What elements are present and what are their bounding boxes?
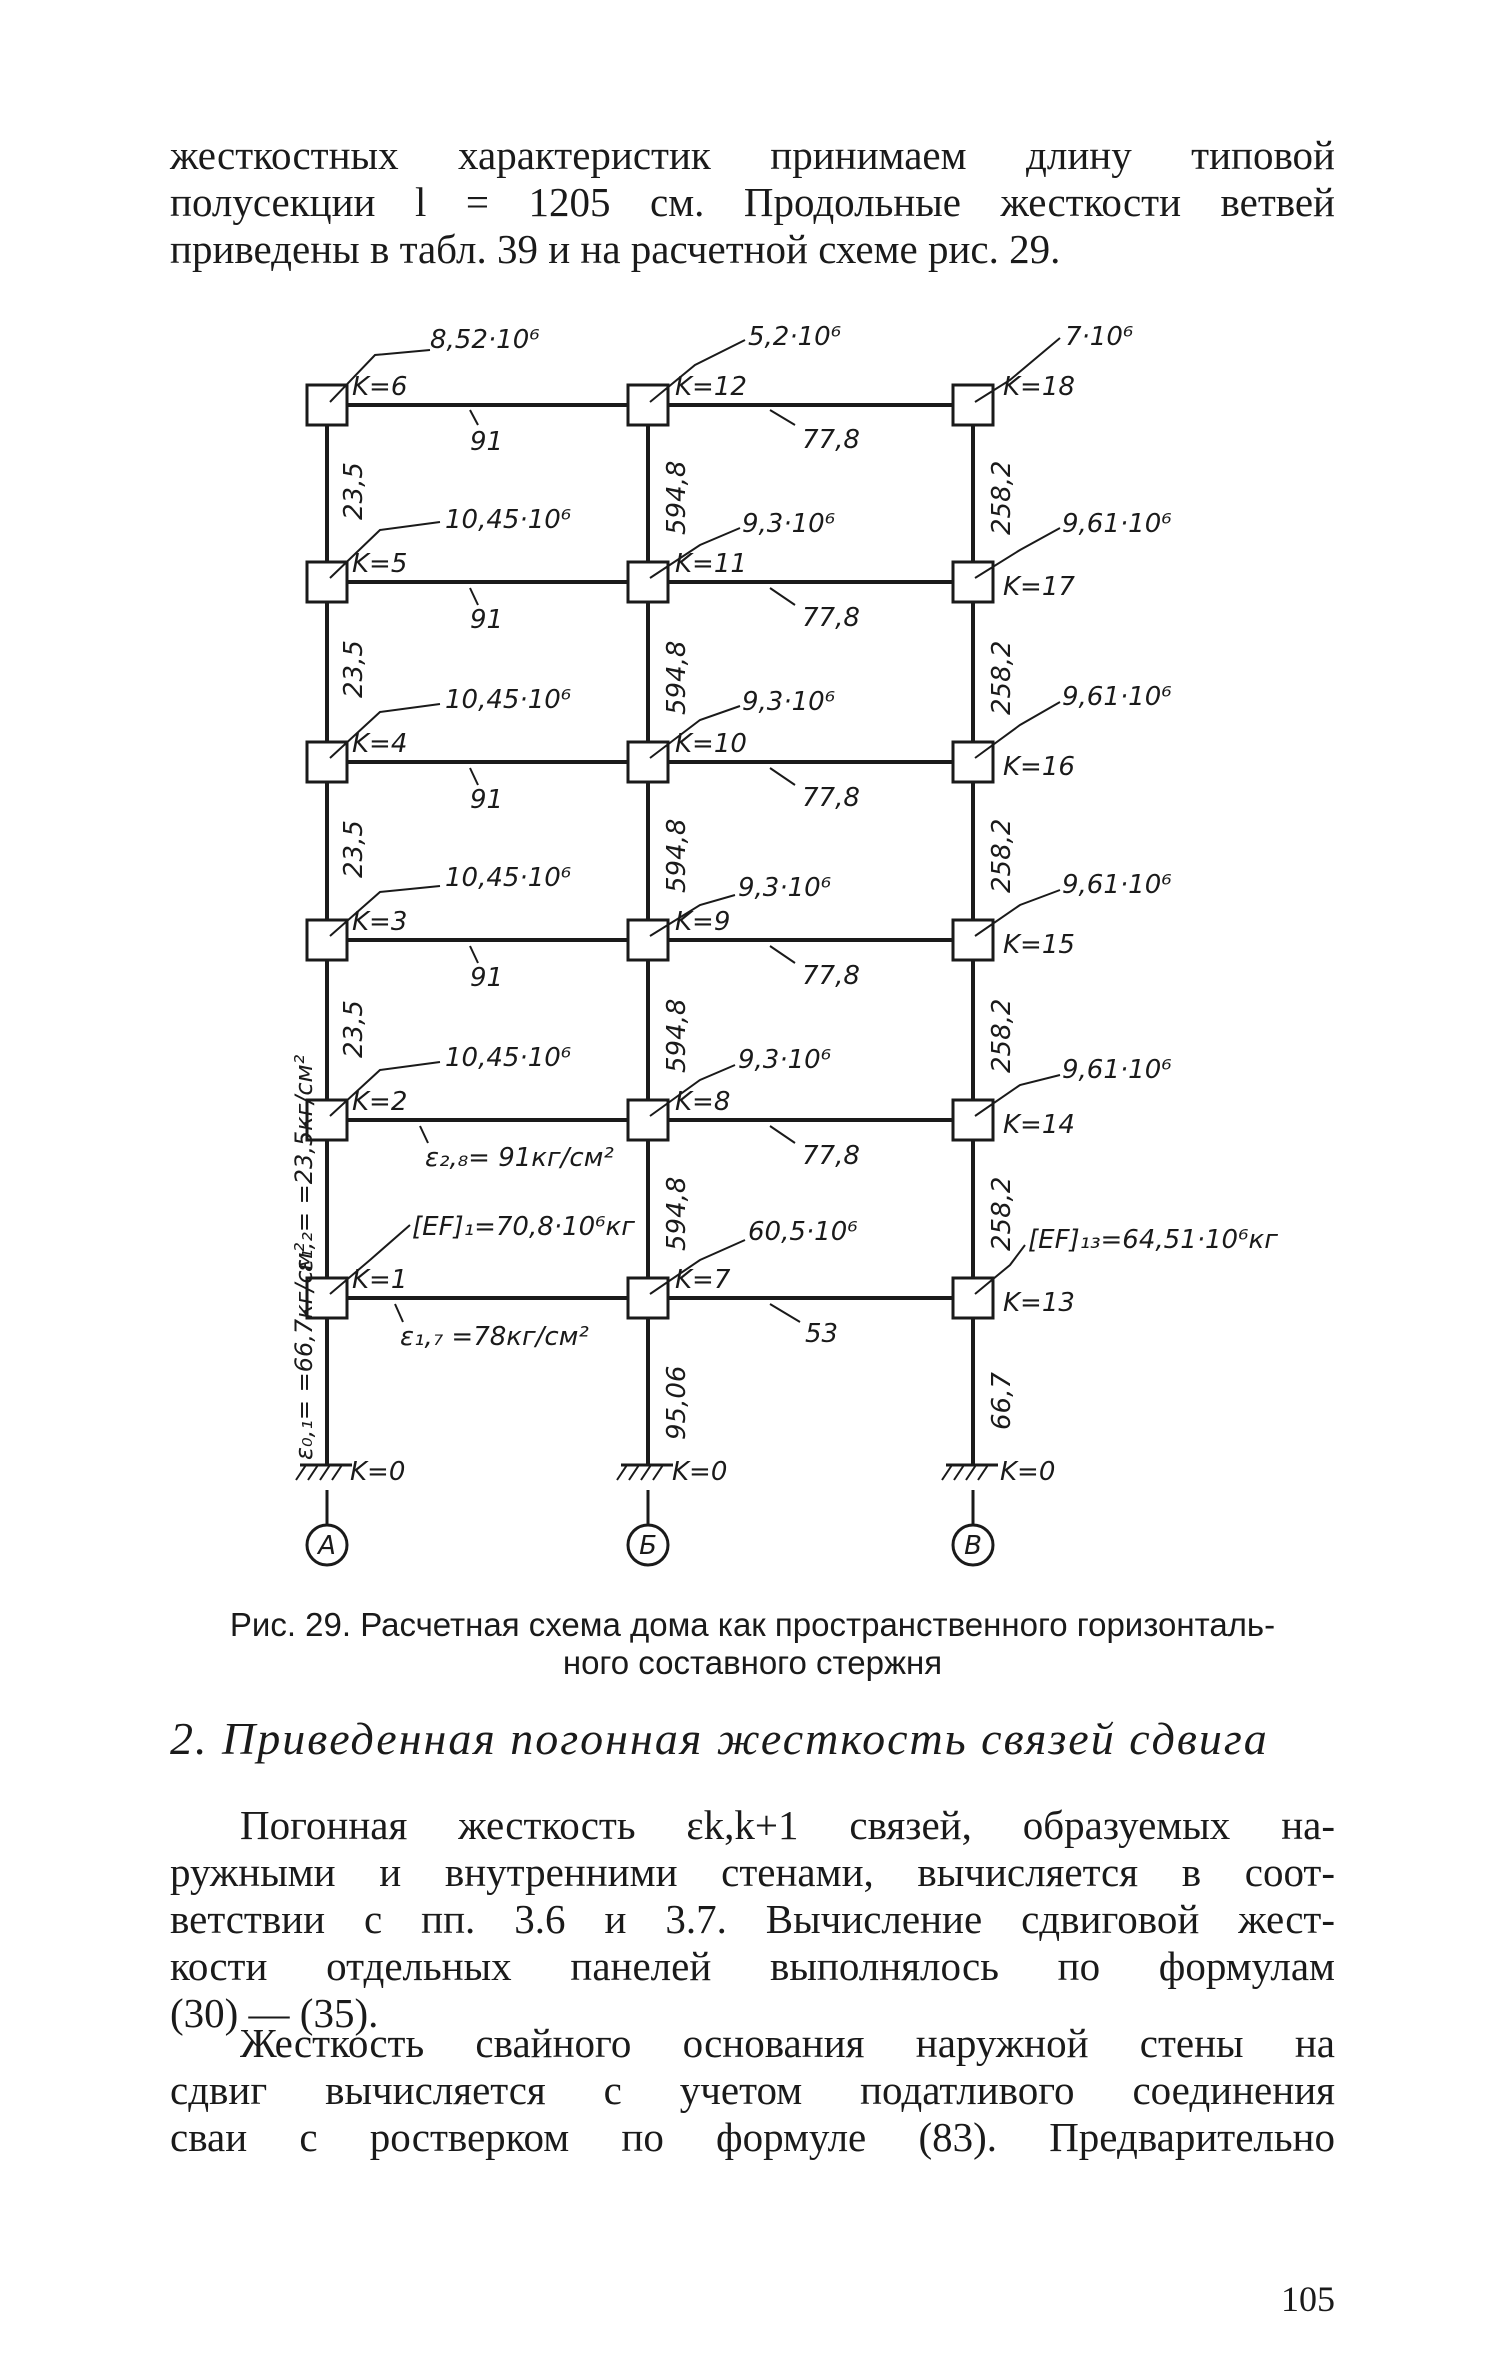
section-heading: 2. Приведенная погонная жесткость связей сдвига <box>170 1713 1269 1764</box>
axis-label-c: В <box>964 1531 982 1561</box>
beam-value: 77,8 <box>802 603 860 633</box>
text-line: ружными и внутренними стенами, вычисляется в соот- <box>170 1849 1335 1895</box>
beam-value: 77,8 <box>802 425 860 455</box>
column-value: 258,2 <box>987 998 1017 1073</box>
node-label: K=2 <box>352 1087 408 1117</box>
node-label: K=12 <box>675 372 747 402</box>
beam-value: ε₂,₈= 91кг/см² <box>425 1143 614 1173</box>
column-value: ε₀,₁= =66,7кг/см² <box>290 1242 318 1460</box>
stiffness-label: 60,5·10⁶ <box>748 1217 858 1247</box>
node-label: K=6 <box>352 372 408 402</box>
beam-value: 91 <box>470 605 504 635</box>
column-value: 258,2 <box>987 818 1017 893</box>
beam-value: 77,8 <box>802 1141 860 1171</box>
column-value: 594,8 <box>662 640 692 715</box>
column-value: 23,5 <box>339 820 369 878</box>
text-line: (30) — (35). <box>170 1990 379 2036</box>
node-label: K=9 <box>675 907 731 937</box>
node-label: K=10 <box>675 729 747 759</box>
stiffness-label: 10,45·10⁶ <box>445 685 572 715</box>
column-value: 258,2 <box>987 640 1017 715</box>
column-value: 594,8 <box>662 998 692 1073</box>
node-label: K=14 <box>1003 1110 1075 1140</box>
beam-value: 77,8 <box>802 961 860 991</box>
axis-label-a: А <box>318 1531 336 1561</box>
column-value: 23,5 <box>339 1000 369 1058</box>
column-value: 594,8 <box>662 1176 692 1251</box>
node-label: K=0 <box>1000 1457 1056 1487</box>
stiffness-label: 9,61·10⁶ <box>1062 1055 1172 1085</box>
stiffness-label: [EF]₁₃=64,51·10⁶кг <box>1028 1225 1278 1255</box>
stiffness-label: 9,61·10⁶ <box>1062 870 1172 900</box>
stiffness-label: 9,3·10⁶ <box>742 687 836 717</box>
node-label: K=5 <box>352 549 408 579</box>
stiffness-label: 5,2·10⁶ <box>748 322 842 352</box>
stiffness-label: 8,52·10⁶ <box>430 325 540 355</box>
stiffness-label: 9,61·10⁶ <box>1062 509 1172 539</box>
paragraph-pile-foundation <box>170 2020 1335 2161</box>
text-line: кости отдельных панелей выполнялось по формулам <box>170 1943 1335 1989</box>
column-value: 66,7 <box>987 1372 1017 1430</box>
node-label: K=11 <box>675 549 747 579</box>
leader-lines <box>330 338 1060 1322</box>
stiffness-label: 9,3·10⁶ <box>738 1045 832 1075</box>
node-label: K=16 <box>1003 752 1075 782</box>
text-line: сдвиг вычисляется с учетом податливого соединения <box>170 2067 1335 2113</box>
stiffness-label: [EF]₁=70,8·10⁶кг <box>412 1212 635 1242</box>
node-label: K=13 <box>1003 1288 1075 1318</box>
node-label: K=0 <box>672 1457 728 1487</box>
text-line: Погонная жесткость εk,k+1 связей, образуемых на- <box>240 1802 1335 1848</box>
text-line: Жесткость свайного основания наружной стены на <box>240 2020 1335 2066</box>
node-label: K=3 <box>352 907 408 937</box>
beam-value: 91 <box>470 427 504 457</box>
text-line: жесткостных характеристик принимаем длину типовой <box>170 132 1335 178</box>
text-line: ветствии с пп. 3.6 и 3.7. Вычисление сдвиговой жест- <box>170 1896 1335 1942</box>
axis-label-b: Б <box>639 1531 657 1561</box>
column-value: 23,5 <box>339 462 369 520</box>
node-label: K=8 <box>675 1087 731 1117</box>
beam-value: 91 <box>470 963 504 993</box>
stiffness-label: 9,61·10⁶ <box>1062 682 1172 712</box>
node-label: K=7 <box>675 1265 731 1295</box>
stiffness-label: 9,3·10⁶ <box>742 509 836 539</box>
column-value: 95,06 <box>662 1365 692 1440</box>
node-label: K=0 <box>350 1457 406 1487</box>
beam-value: 91 <box>470 785 504 815</box>
figure-caption <box>170 1606 1335 1682</box>
node-label: K=18 <box>1003 372 1075 402</box>
column-value: 594,8 <box>662 460 692 535</box>
beam-value: 53 <box>805 1319 839 1349</box>
node-label: K=15 <box>1003 930 1075 960</box>
page-number: 105 <box>1281 2279 1335 2319</box>
stiffness-label: 10,45·10⁶ <box>445 863 572 893</box>
node-label: K=17 <box>1003 572 1075 602</box>
caption-line: Рис. 29. Расчетная схема дома как пространственного горизонталь- <box>229 1606 1276 1643</box>
stiffness-label: 7·10⁶ <box>1065 322 1134 352</box>
caption-line: ного составного стержня <box>562 1644 943 1681</box>
column-value: 594,8 <box>662 818 692 893</box>
beam-value: 77,8 <box>802 783 860 813</box>
stiffness-label: 9,3·10⁶ <box>738 873 832 903</box>
column-value: 258,2 <box>987 460 1017 535</box>
stiffness-label: 10,45·10⁶ <box>445 505 572 535</box>
column-value: 258,2 <box>987 1176 1017 1251</box>
text-line: полусекции l = 1205 см. Продольные жесткости ветвей <box>170 179 1335 225</box>
column-value: ε₁,₂= =23,5кг/см² <box>290 1054 318 1272</box>
text-line: приведены в табл. 39 и на расчетной схеме рис. 29. <box>170 226 1061 272</box>
beam-value: ε₁,₇ =78кг/см² <box>400 1322 589 1352</box>
column-value: 23,5 <box>339 640 369 698</box>
node-label: K=4 <box>352 729 408 759</box>
paragraph-shear-stiffness <box>170 1802 1335 2037</box>
stiffness-label: 10,45·10⁶ <box>445 1043 572 1073</box>
node-label: K=1 <box>352 1265 408 1295</box>
text-line: сваи с ростверком по формуле (83). Предварительно <box>170 2114 1335 2160</box>
